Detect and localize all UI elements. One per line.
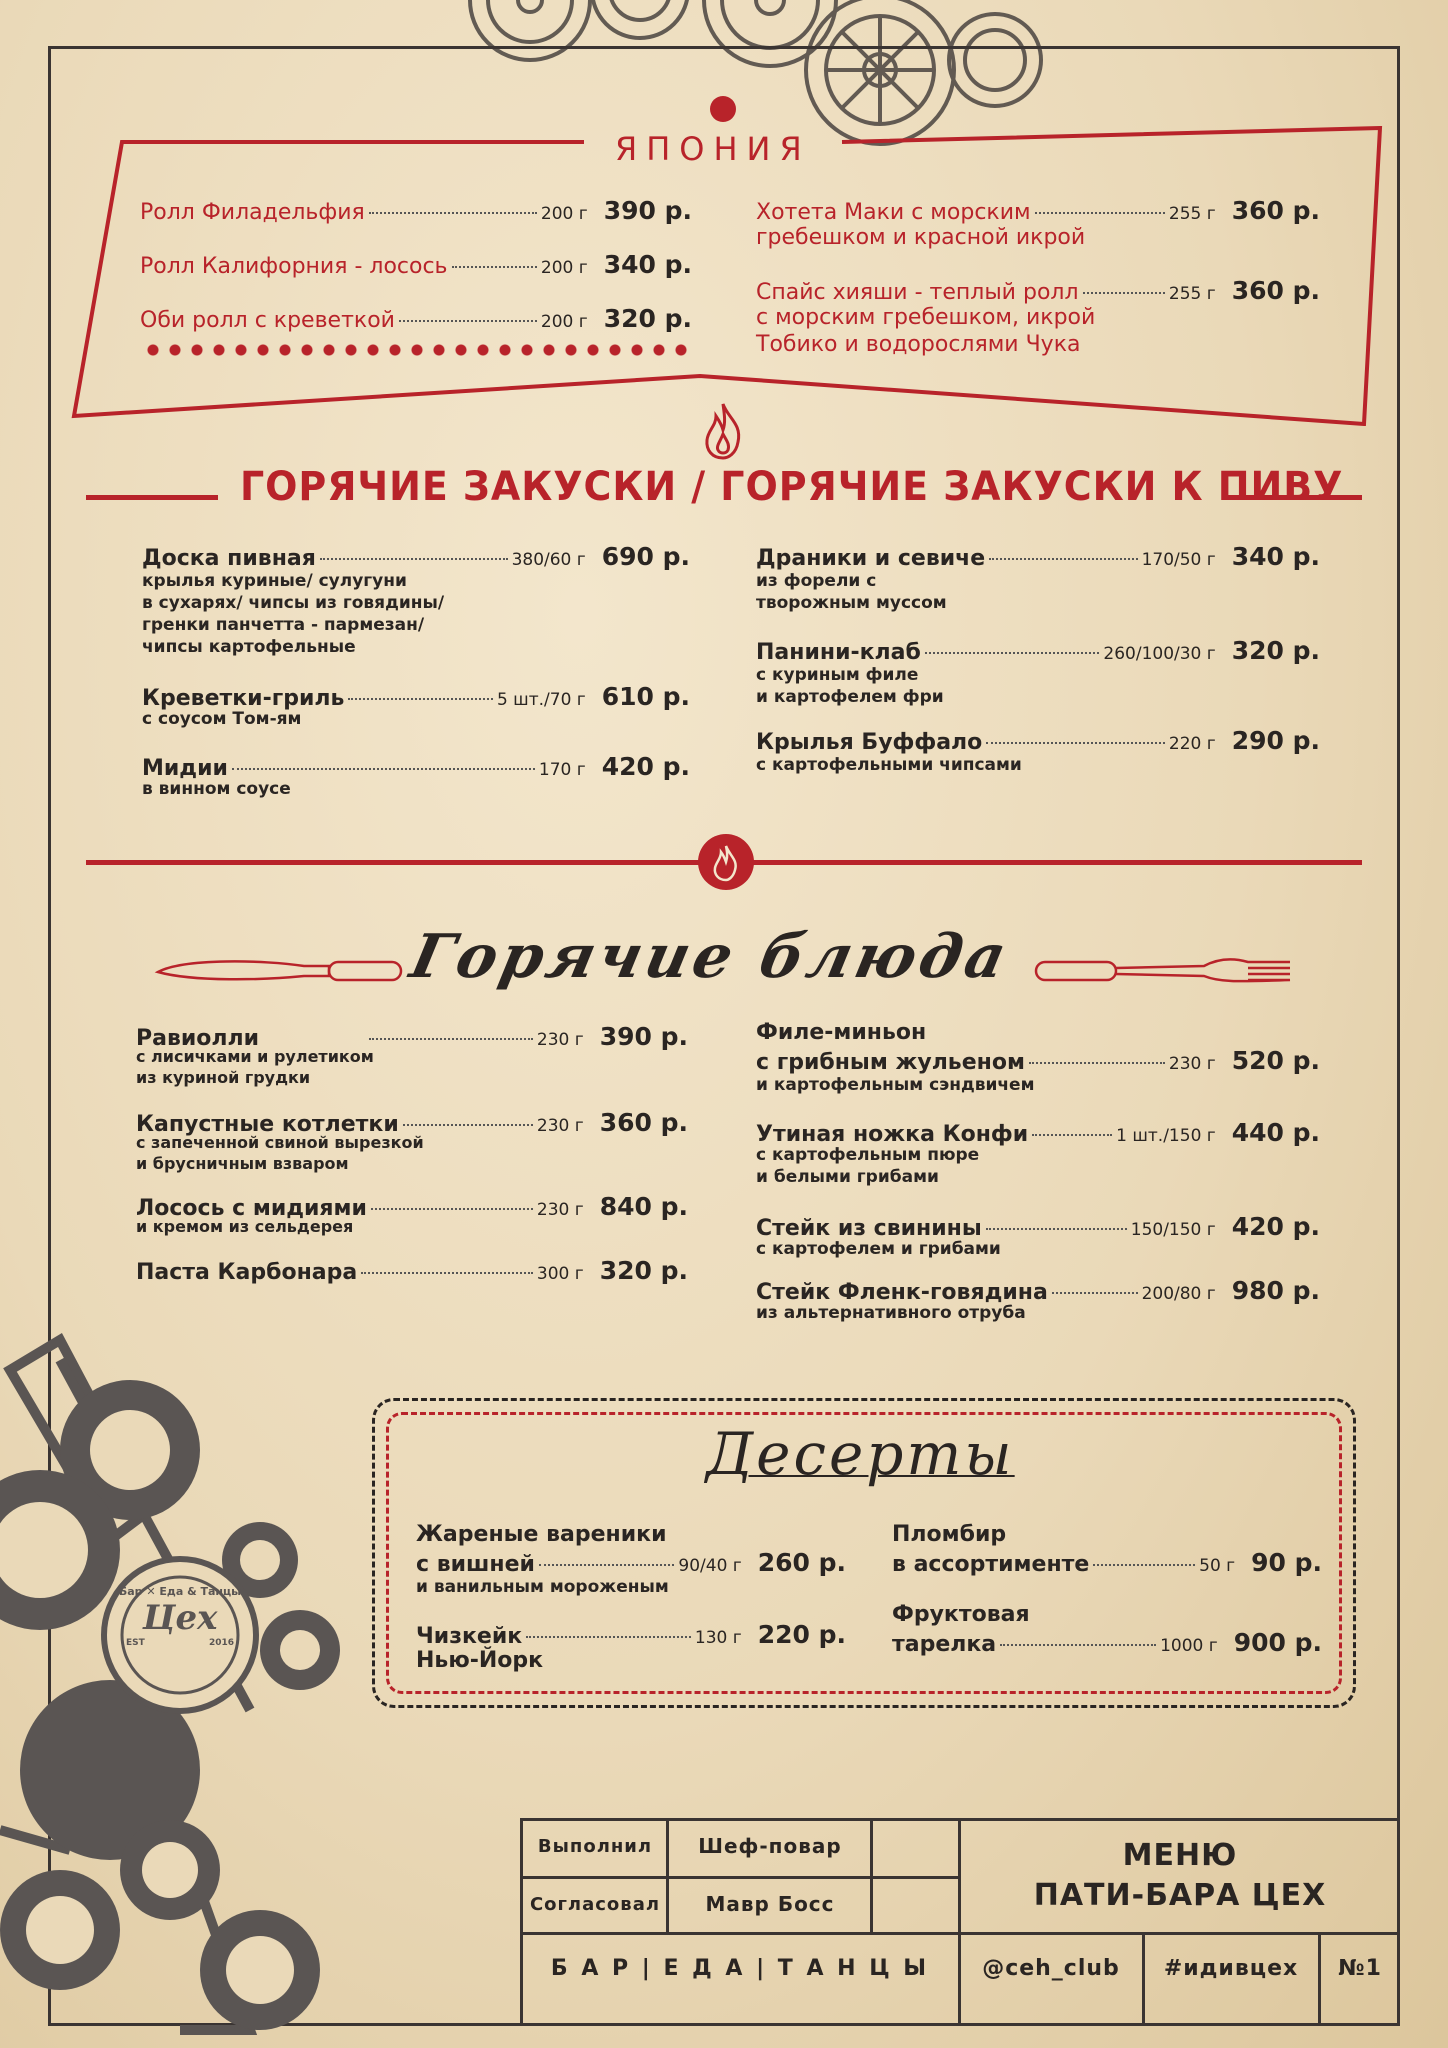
japan-item xyxy=(140,304,692,333)
red-dot-row xyxy=(142,344,692,356)
fire-icon xyxy=(698,400,748,462)
item-description: гребешком и красной икрой xyxy=(756,225,1086,250)
item-name: Хотета Маки с морским xyxy=(756,200,1031,225)
item-description: с куриным филе и картофелем фри xyxy=(756,665,944,707)
item-weight: 230 г xyxy=(536,1030,584,1050)
logo-ring-text: Бар ✕ Еда & Танцы xyxy=(118,1585,242,1598)
item-description: и картофельным сэндвичем xyxy=(756,1075,1035,1095)
tb-line xyxy=(666,1818,669,1932)
item-price: 390 р. xyxy=(599,1022,688,1051)
item-name: Крылья Буффало xyxy=(756,730,983,755)
item-weight: 90/40 г xyxy=(678,1556,742,1576)
item-description: с картофельным пюре и белыми грибами xyxy=(756,1145,980,1187)
fire-badge-icon xyxy=(698,834,754,890)
japan-title: ЯПОНИЯ xyxy=(615,130,811,168)
item-weight: 255 г xyxy=(1168,284,1216,304)
dot-leader xyxy=(403,1124,533,1126)
item-name-top: Жареные вареники xyxy=(416,1522,667,1547)
dot-leader xyxy=(1093,1564,1195,1566)
item-price: 980 р. xyxy=(1231,1276,1320,1305)
item-weight: 230 г xyxy=(536,1200,584,1220)
item-description: с картофельными чипсами xyxy=(756,755,1022,775)
item-name: Капустные котлетки xyxy=(136,1112,399,1137)
menu-item xyxy=(136,1256,688,1285)
japan-item xyxy=(756,276,1320,305)
dot-leader xyxy=(1035,212,1165,214)
item-price: 360 р. xyxy=(599,1108,688,1137)
dessert-item xyxy=(892,1628,1322,1657)
menu-item xyxy=(756,636,1320,665)
menu-item xyxy=(756,542,1320,571)
item-description: с запеченной свиной вырезкой и брусничным взваром xyxy=(136,1133,424,1173)
item-name: с вишней xyxy=(416,1552,535,1577)
menu-item xyxy=(142,682,690,711)
item-price: 90 р. xyxy=(1251,1548,1322,1577)
tb-line xyxy=(520,1876,960,1879)
dot-leader xyxy=(452,266,537,268)
dessert-item xyxy=(892,1548,1322,1577)
dot-leader xyxy=(1029,1062,1165,1064)
item-price: 390 р. xyxy=(603,196,692,225)
item-price: 360 р. xyxy=(1231,196,1320,225)
item-price: 610 р. xyxy=(601,682,690,711)
item-price: 220 р. xyxy=(757,1620,846,1649)
dot-leader xyxy=(1083,292,1165,294)
item-weight: 170 г xyxy=(538,760,586,780)
desserts-title: Десерты xyxy=(706,1420,1015,1488)
item-price: 340 р. xyxy=(603,250,692,279)
menu-item xyxy=(756,1118,1320,1147)
item-description: из альтернативного отруба xyxy=(756,1303,1026,1323)
item-weight: 260/100/30 г xyxy=(1103,644,1216,664)
item-price: 340 р. xyxy=(1231,542,1320,571)
item-name: Чизкейк xyxy=(416,1624,523,1649)
item-price: 440 р. xyxy=(1231,1118,1320,1147)
item-weight: 170/50 г xyxy=(1141,550,1216,570)
japan-dot xyxy=(710,96,736,122)
done-label: Выполнил xyxy=(537,1836,653,1857)
item-description: крылья куриные/ сулугуни в сухарях/ чипсы из говядины/ гренки панчетта - пармезан/ чипсы картофельные xyxy=(142,571,445,657)
item-name: Стейк из свинины xyxy=(756,1216,982,1241)
logo-est: EST xyxy=(126,1638,145,1648)
item-price: 690 р. xyxy=(601,542,690,571)
japan-item xyxy=(756,196,1320,225)
item-price: 900 р. xyxy=(1233,1628,1322,1657)
item-price: 840 р. xyxy=(599,1192,688,1221)
item-description: и ванильным мороженым xyxy=(416,1577,669,1597)
approved-value: Мавр Босс xyxy=(705,1892,835,1916)
item-price: 320 р. xyxy=(1231,636,1320,665)
dot-leader xyxy=(369,1038,533,1040)
divider-line xyxy=(86,495,218,500)
dot-leader xyxy=(371,1208,533,1210)
menu-item xyxy=(756,1046,1320,1075)
dot-leader xyxy=(925,652,1100,654)
japan-item xyxy=(140,250,692,279)
item-weight: 50 г xyxy=(1199,1556,1236,1576)
dot-leader xyxy=(1000,1644,1156,1646)
item-price: 520 р. xyxy=(1231,1046,1320,1075)
item-weight: 230 г xyxy=(536,1116,584,1136)
item-description: с картофелем и грибами xyxy=(756,1239,1001,1259)
page-number: №1 xyxy=(1338,1956,1382,1981)
menu-title-line1: МЕНЮ xyxy=(1122,1838,1238,1873)
item-name: Стейк Фленк-говядина xyxy=(756,1280,1048,1305)
item-weight: 200 г xyxy=(540,204,588,224)
item-name: Лосось с мидиями xyxy=(136,1196,367,1221)
item-weight: 200 г xyxy=(540,312,588,332)
dot-leader xyxy=(986,1228,1127,1230)
item-price: 420 р. xyxy=(601,752,690,781)
item-name: в ассортименте xyxy=(892,1552,1090,1577)
dessert-item xyxy=(416,1548,846,1577)
item-price: 360 р. xyxy=(1231,276,1320,305)
item-description: в винном соусе xyxy=(142,779,291,799)
instagram-handle: @ceh_club xyxy=(982,1956,1120,1981)
item-weight: 1 шт./150 г xyxy=(1116,1126,1216,1146)
item-description: и кремом из сельдерея xyxy=(136,1217,354,1236)
dot-leader xyxy=(986,742,1165,744)
menu-item xyxy=(756,1212,1320,1241)
dot-leader xyxy=(1052,1292,1138,1294)
item-weight: 230 г xyxy=(1168,1054,1216,1074)
item-name: тарелка xyxy=(892,1632,997,1657)
item-name: Драники и севиче xyxy=(756,546,986,571)
item-name-top: Пломбир xyxy=(892,1522,1007,1547)
item-name: Оби ролл с креветкой xyxy=(140,308,395,333)
item-weight: 150/150 г xyxy=(1130,1220,1216,1240)
item-price: 320 р. xyxy=(603,304,692,333)
item-name: Мидии xyxy=(142,756,228,781)
hot-snacks-title: ГОРЯЧИЕ ЗАКУСКИ / ГОРЯЧИЕ ЗАКУСКИ К ПИВУ xyxy=(240,464,1344,510)
dot-leader xyxy=(526,1636,691,1638)
item-description: с соусом Том-ям xyxy=(142,709,302,729)
item-price: 260 р. xyxy=(757,1548,846,1577)
fork-icon xyxy=(1034,952,1294,988)
item-name-top: Филе-миньон xyxy=(756,1020,927,1045)
hashtag: #идивцех xyxy=(1163,1956,1299,1981)
tb-line xyxy=(870,1818,873,1932)
dot-leader xyxy=(348,698,493,700)
hot-dishes-title: Горячие блюда xyxy=(404,922,1017,992)
tagline: Б А Р | Е Д А | Т А Н Ц Ы xyxy=(550,1956,930,1981)
knife-icon xyxy=(154,952,404,988)
item-price: 420 р. xyxy=(1231,1212,1320,1241)
item-name: Утиная ножка Конфи xyxy=(756,1122,1029,1147)
dot-leader xyxy=(361,1272,533,1274)
item-weight: 220 г xyxy=(1168,734,1216,754)
menu-item xyxy=(756,726,1320,755)
dot-leader xyxy=(989,558,1137,560)
item-weight: 200/80 г xyxy=(1141,1284,1216,1304)
item-weight: 200 г xyxy=(540,258,588,278)
dot-leader xyxy=(320,558,508,560)
item-description: с лисичками и рулетиком из куриной грудки xyxy=(136,1047,374,1087)
item-name: Паста Карбонара xyxy=(136,1260,358,1285)
logo-year: 2016 xyxy=(208,1638,234,1648)
logo xyxy=(104,1575,256,1695)
approved-label: Согласовал xyxy=(529,1894,661,1915)
dot-leader xyxy=(369,212,537,214)
menu-title-line2: ПАТИ-БАРА ЦЕХ xyxy=(1033,1878,1327,1913)
item-weight: 380/60 г xyxy=(511,550,586,570)
dot-leader xyxy=(539,1564,674,1566)
item-weight: 300 г xyxy=(536,1264,584,1284)
logo-center-text: Цех xyxy=(142,1598,218,1638)
item-weight: 1000 г xyxy=(1160,1636,1218,1656)
dot-leader xyxy=(232,768,535,770)
done-value: Шеф-повар xyxy=(698,1834,842,1858)
item-name: с грибным жульеном xyxy=(756,1050,1025,1075)
item-weight: 130 г xyxy=(694,1628,742,1648)
item-name: Доска пивная xyxy=(142,546,316,571)
dot-leader xyxy=(399,320,537,322)
menu-item xyxy=(142,752,690,781)
item-description: из форели с творожным муссом xyxy=(756,571,947,613)
japan-item xyxy=(140,196,692,225)
menu-item xyxy=(756,1276,1320,1305)
item-name: Спайс хияши - теплый ролл xyxy=(756,280,1079,305)
menu-item xyxy=(142,542,690,571)
item-price: 320 р. xyxy=(599,1256,688,1285)
dessert-item xyxy=(416,1620,846,1649)
item-weight: 5 шт./70 г xyxy=(496,690,586,710)
item-name: Ролл Калифорния - лосось xyxy=(140,254,448,279)
item-name-bottom: Нью-Йорк xyxy=(416,1648,544,1673)
item-description: с морским гребешком, икрой Тобико и водорослями Чука xyxy=(756,305,1096,357)
item-name: Ролл Филадельфия xyxy=(140,200,365,225)
dot-leader xyxy=(1032,1134,1112,1136)
item-name: Равиолли xyxy=(136,1026,260,1051)
item-name: Креветки-гриль xyxy=(142,686,345,711)
item-name: Панини-клаб xyxy=(756,640,921,665)
item-weight: 255 г xyxy=(1168,204,1216,224)
item-name-top: Фруктовая xyxy=(892,1602,1030,1627)
item-price: 290 р. xyxy=(1231,726,1320,755)
